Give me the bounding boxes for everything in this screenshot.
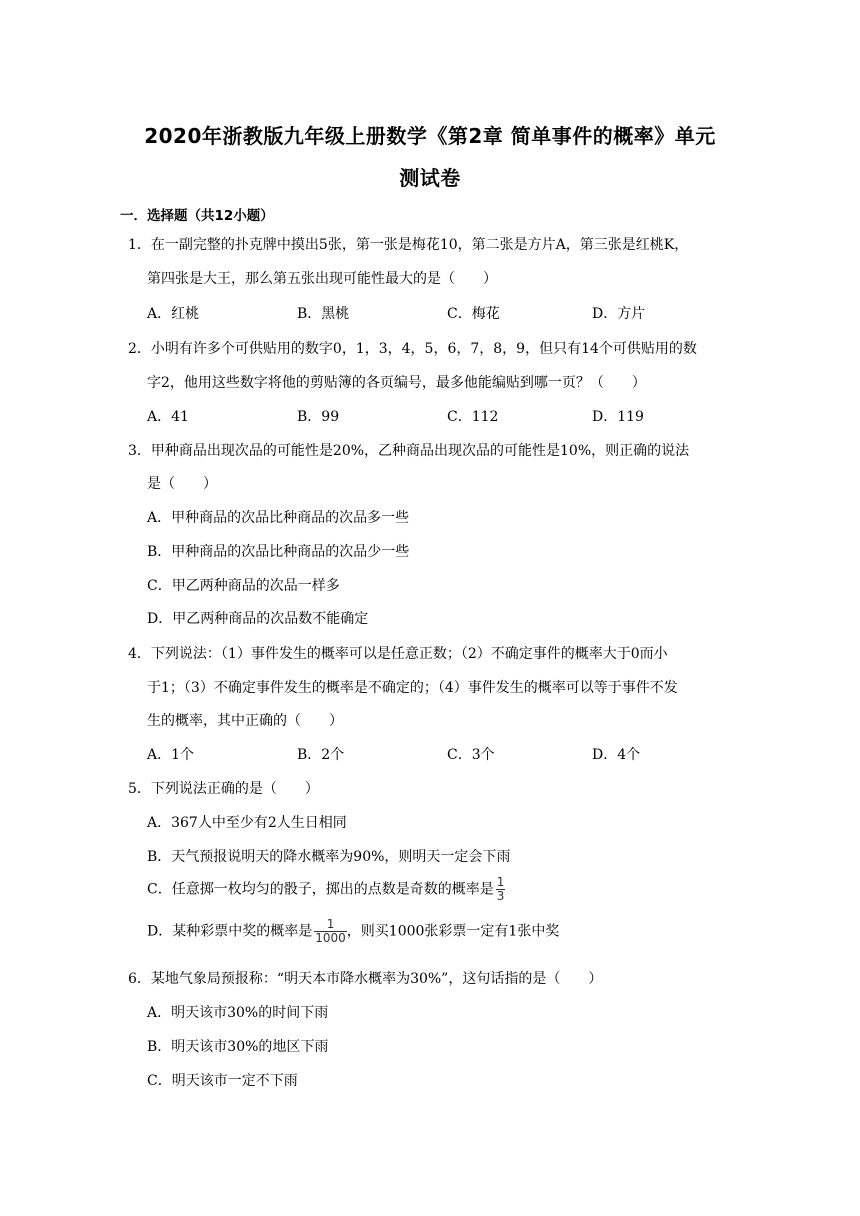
question-3-line-1: 3．甲种商品出现次品的可能性是20%，乙种商品出现次品的可能性是10%，则正确的说法	[128, 443, 690, 459]
doc-title-line1: 2020年浙教版九年级上册数学《第2章 简单事件的概率》单元	[144, 124, 716, 148]
question-2-line-2: 字2，他用这些数字将他的剪贴簿的各页编号，最多他能编贴到哪一页？（ ）	[147, 375, 646, 391]
question-6-option-a: A．明天该市30%的时间下雨	[147, 1005, 329, 1021]
question-4-line-1: 4．下列说法：（1）事件发生的概率可以是任意正数；（2）不确定事件的概率大于0而小	[128, 646, 668, 662]
option-a: A．41	[147, 409, 189, 425]
option-c: C．112	[447, 409, 499, 425]
question-6-option-b: B．明天该市30%的地区下雨	[147, 1039, 329, 1055]
question-6-line-1: 6．某地气象局预报称：“明天本市降水概率为30%”，这句话指的是（ ）	[128, 971, 603, 987]
doc-title-line2: 测试卷	[399, 166, 461, 190]
question-1-options	[0, 303, 860, 325]
question-6-option-c: C．明天该市一定不下雨	[147, 1073, 298, 1089]
section-heading: 一．选择题（共12小题）	[120, 208, 274, 224]
question-4-line-3: 生的概率，其中正确的（ ）	[147, 713, 343, 729]
fraction-one-third: $\frac{1}{3}$	[496, 875, 505, 903]
question-2-line-1: 2．小明有许多个可供贴用的数字0，1，3，4，5，6，7，8，9，但只有14个可供贴用的数	[128, 341, 697, 357]
option-d: D．4个	[592, 747, 641, 763]
fraction-one-thousandth: $\frac{1}{1000}$	[315, 917, 346, 945]
question-3-option-c: C．甲乙两种商品的次品一样多	[147, 578, 340, 594]
question-3-line-2: 是（ ）	[147, 476, 217, 492]
question-3-option-b: B．甲种商品的次品比种商品的次品少一些	[147, 544, 410, 560]
option-b: B．黑桃	[297, 306, 350, 322]
question-3-option-a: A．甲种商品的次品比种商品的次品多一些	[147, 510, 410, 526]
option-d: D．方片	[592, 306, 646, 322]
question-3-option-d: D．甲乙两种商品的次品数不能确定	[147, 611, 369, 627]
option-b: B．99	[297, 409, 340, 425]
option-b: B．2个	[297, 747, 345, 763]
option-c: C．梅花	[447, 306, 500, 322]
option-a: A．1个	[147, 747, 195, 763]
option-c: C．3个	[447, 747, 495, 763]
question-5-option-d	[147, 918, 559, 945]
question-4-options	[0, 744, 860, 766]
question-5-option-b: B．天气预报说明天的降水概率为90%，则明天一定会下雨	[147, 849, 511, 865]
option-d: D．119	[592, 409, 644, 425]
question-5-option-a: A．367人中至少有2人生日相同	[147, 815, 347, 831]
option-a: A．红桃	[147, 306, 200, 322]
question-5-line-1: 5．下列说法正确的是（ ）	[128, 781, 319, 797]
question-4-line-2: 于1；（3）不确定事件发生的概率是不确定的；（4）事件发生的概率可以等于事件不发	[147, 680, 678, 696]
question-5-option-c	[147, 876, 505, 903]
option-d-text: D．某种彩票中奖的概率是	[147, 923, 313, 940]
question-1-line-2: 第四张是大王，那么第五张出现可能性最大的是（ ）	[147, 271, 497, 287]
option-d-tail: ，则买1000张彩票一定有1张中奖	[346, 923, 560, 940]
option-c-text: C．任意掷一枚均匀的骰子，掷出的点数是奇数的概率是	[147, 881, 494, 898]
question-2-options	[0, 406, 860, 428]
question-1-line-1: 1．在一副完整的扑克牌中摸出5张，第一张是梅花10，第二张是方片A，第三张是红桃K，	[128, 237, 689, 253]
